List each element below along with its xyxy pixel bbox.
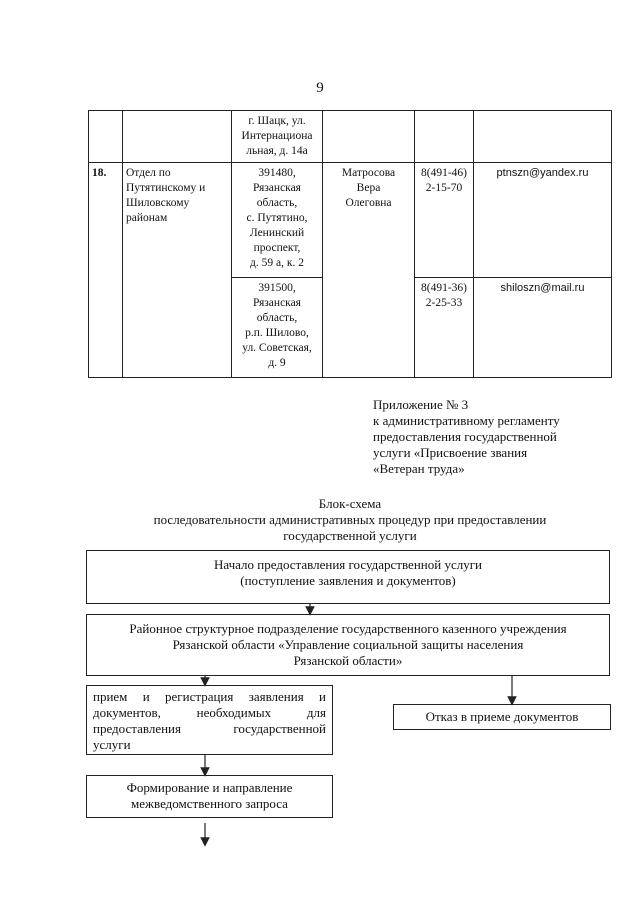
person-line: Матросова: [341, 167, 396, 179]
person-line: Вера: [356, 182, 381, 194]
flow-box-line: Начало предоставления государственной услуги: [214, 557, 482, 572]
phone-line: 2-25-33: [425, 297, 463, 309]
address-line: область,: [256, 312, 298, 324]
flow-box-line: предоставления государственной: [93, 721, 326, 736]
address-line: 391500,: [258, 282, 296, 294]
flow-box-line: Рязанской области «Управление социальной защиты населения: [172, 637, 524, 652]
flow-box-line: документов, необходимых для: [93, 705, 326, 720]
scheme-title-line: последовательности административных процедур при предоставлении: [153, 512, 547, 527]
appendix-line: предоставления государственной: [373, 429, 557, 444]
address-line: ул. Советская,: [242, 342, 312, 354]
address-line: Ленинский: [249, 227, 305, 239]
address-line: с. Путятино,: [246, 212, 308, 224]
scheme-title-line: Блок-схема: [318, 496, 382, 511]
flow-box-line: услуги: [93, 737, 131, 752]
address-line: льная, д. 14а: [246, 145, 308, 157]
email-text: ptnszn@yandex.ru: [496, 167, 589, 179]
address-line: д. 9: [268, 357, 286, 369]
appendix-line: услуги «Присвоение звания: [373, 445, 528, 460]
address-line: проспект,: [253, 242, 301, 254]
department-line: районам: [126, 212, 168, 224]
address-line: область,: [256, 197, 298, 209]
address-line: 391480,: [258, 167, 296, 179]
flow-box-line: Рязанской области»: [293, 653, 403, 668]
department-line: Шиловскому: [126, 197, 190, 209]
scheme-title-line: государственной услуги: [283, 528, 417, 543]
department-line: Путятинскому и: [126, 182, 206, 194]
address-line: Рязанская: [253, 182, 301, 194]
flow-box-line: (поступление заявления и документов): [240, 573, 456, 588]
flow-box-line: прием и регистрация заявления и: [93, 689, 326, 704]
phone-line: 8(491-36): [421, 282, 467, 294]
flow-box-line: Формирование и направление: [126, 780, 293, 795]
person-line: Олеговна: [345, 197, 392, 209]
address-line: р.п. Шилово,: [245, 327, 309, 339]
phone-line: 8(491-46): [421, 167, 467, 179]
flow-box-line: межведомственного запроса: [131, 796, 288, 811]
page-number: 9: [316, 80, 324, 96]
address-line: Рязанская: [253, 297, 301, 309]
flow-box-refusal: Отказ в приеме документов: [393, 704, 611, 730]
row-number: 18.: [89, 163, 123, 378]
department-line: Отдел по: [126, 167, 171, 179]
address-line: г. Шацк, ул.: [248, 115, 306, 127]
address-line: д. 59 а, к. 2: [250, 257, 304, 269]
appendix-line: к административному регламенту: [373, 413, 560, 428]
address-line: Интернациона: [241, 130, 313, 142]
phone-line: 2-15-70: [425, 182, 463, 194]
appendix-line: «Ветеран труда»: [373, 461, 465, 476]
appendix-line: Приложение № 3: [373, 397, 469, 412]
flow-box-line: Районное структурное подразделение государственного казенного учреждения: [129, 621, 567, 636]
email-text: shiloszn@mail.ru: [500, 282, 585, 294]
